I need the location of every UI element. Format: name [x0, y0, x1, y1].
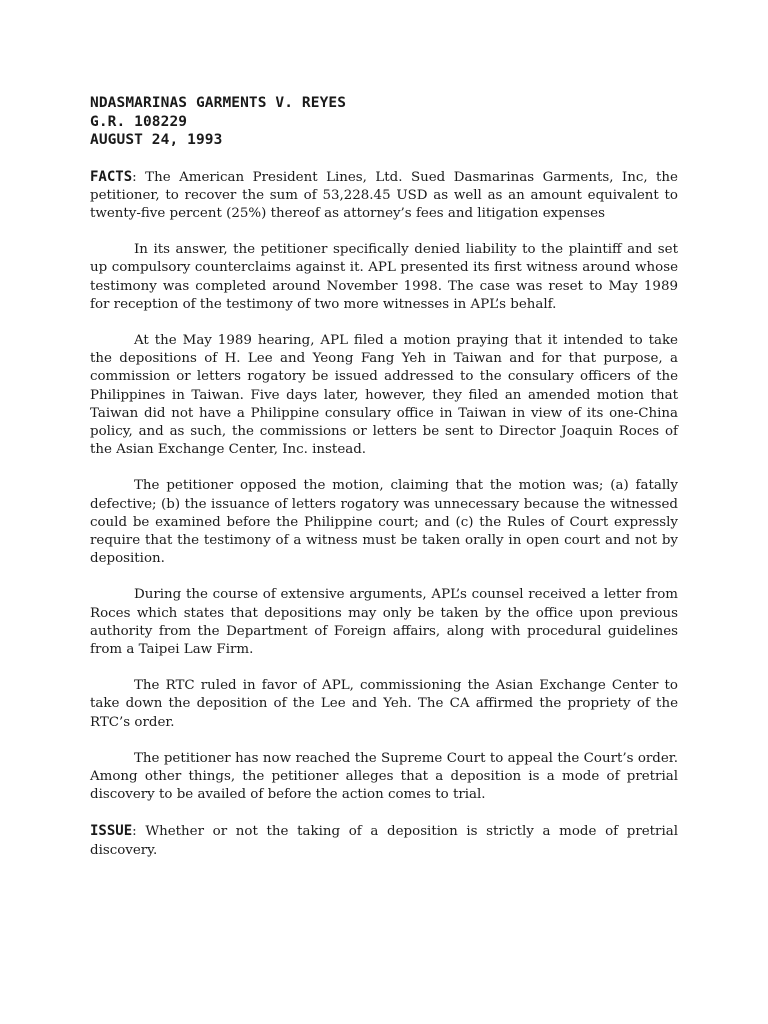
issue-paragraph	[90, 822, 678, 859]
issue-label: ISSUE	[90, 823, 133, 840]
paragraph-opposition: The petitioner opposed the motion, claiming that the motion was; (a) fatally defective; (b) the issuance of letters rogatory was unnecessary because the witnessed could be examined before the Philippine court; and (c) the Rules of Court expressly require that the testimony of a witness must be taken orally in open court and not by deposition.	[90, 478, 678, 567]
paragraph-appeal: The petitioner has now reached the Supreme Court to appeal the Court’s order. Among other things, the petitioner alleges that a deposition is a mode of pretrial discovery to be availed of before the action comes to trial.	[90, 750, 678, 803]
document-page	[90, 94, 678, 860]
issue-text: : Whether or not the taking of a deposition is strictly a mode of pretrial discovery.	[90, 824, 678, 858]
paragraph-rtc-ruling: The RTC ruled in favor of APL, commissioning the Asian Exchange Center to take down the deposition of the Lee and Yeh. The CA affirmed the propriety of the RTC’s order.	[90, 678, 678, 730]
facts-label: FACTS	[90, 168, 133, 185]
paragraph-answer: In its answer, the petitioner specifically denied liability to the plaintiff and set up compulsory counterclaims against it. APL presented its first witness around whose testimony was completed around November 1998. The case was reset to May 1989 for reception of the testimony of two more witnesses in APL’s behalf.	[90, 242, 678, 312]
facts-paragraph	[90, 168, 678, 224]
paragraph-motion: At the May 1989 hearing, APL filed a motion praying that it intended to take the depositions of H. Lee and Yeong Fang Yeh in Taiwan and for that purpose, a commission or letters rogatory be issued addressed to the consulary officers of the Philippines in Taiwan. Five days later, however, they filed an amended motion that Taiwan did not have a Philippine consulary office in Taiwan in view of its one-China policy, and as such, the commissions or letters be sent to Director Joaquin Roces of the Asian Exchange Center, Inc. instead.	[90, 332, 678, 458]
facts-text: : The American President Lines, Ltd. Sued Dasmarinas Garments, Inc, the petitioner, to recover the sum of 53,228.45 USD as well as an amount equivalent to twenty-five percent (25%) thereof as attorney’s fees and litigation expenses	[90, 169, 678, 221]
paragraph-arguments: During the course of extensive arguments, APL’s counsel received a letter from Roces which states that depositions may only be taken by the office upon previous authority from the Department of Foreign affairs, along with procedural guidelines from a Taipei Law Firm.	[90, 587, 678, 657]
decision-date: AUGUST 24, 1993	[90, 132, 223, 148]
gr-number: G.R. 108229	[90, 113, 188, 130]
case-title: NDASMARINAS GARMENTS V. REYES	[90, 95, 347, 111]
